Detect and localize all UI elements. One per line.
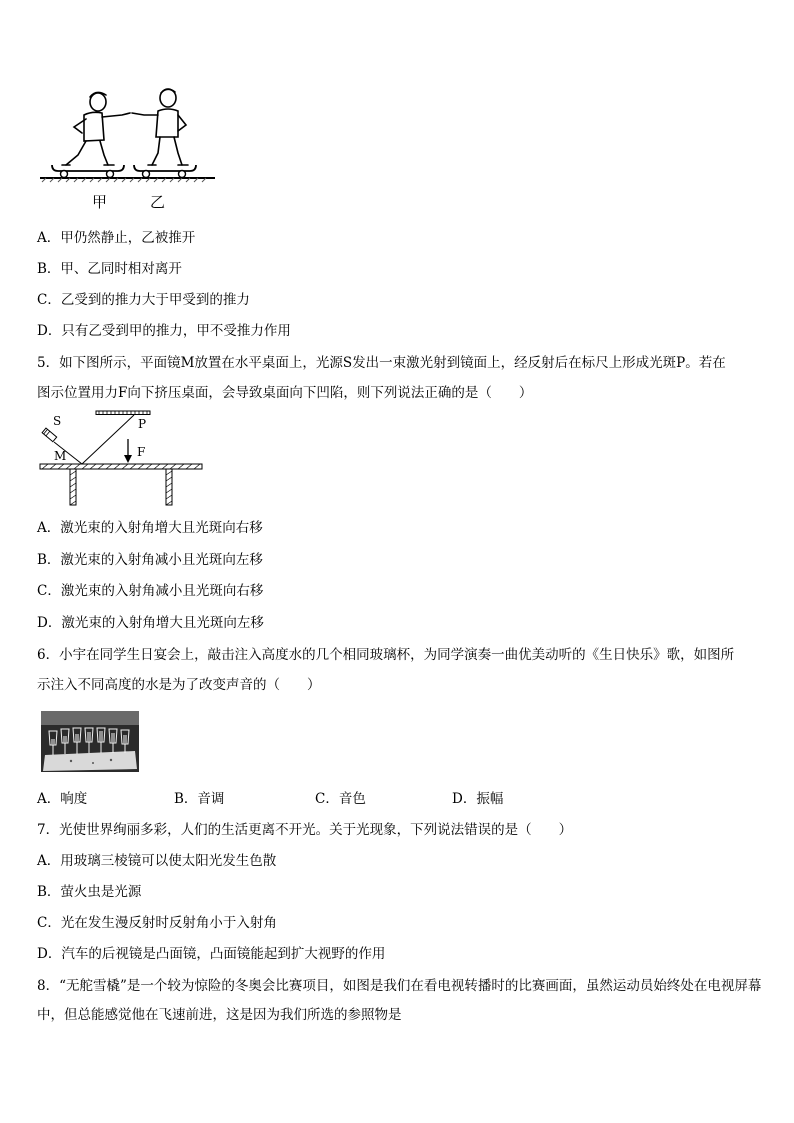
q6-stem-line1: 6．小宇在同学生日宴会上，敲击注入高度水的几个相同玻璃杯，为同学演奏一曲优美动听的《生日快乐》歌，如图所 xyxy=(37,647,735,663)
figure-label-jia: 甲 xyxy=(92,193,108,211)
figure-label-p: P xyxy=(138,417,147,431)
q6-stem-line2: 示注入不同高度的水是为了改变声音的（ ） xyxy=(37,677,321,693)
q5-stem-line2: 图示位置用力F向下挤压桌面，会导致桌面向下凹陷，则下列说法正确的是（ ） xyxy=(37,385,533,401)
figure-label-m: M xyxy=(54,449,67,463)
figure-label-f: F xyxy=(137,445,146,459)
q6-option-d: D．振幅 xyxy=(452,791,504,807)
q5-option-d: D．激光束的入射角增大且光斑向左移 xyxy=(37,615,264,631)
glass-cups-photo xyxy=(41,711,139,772)
q5-option-a: A．激光束的入射角增大且光斑向右移 xyxy=(37,520,263,536)
q4-option-b: B．甲、乙同时相对离开 xyxy=(37,261,182,277)
figure-label-yi: 乙 xyxy=(150,193,166,211)
q6-option-c: C．音色 xyxy=(315,791,366,807)
q4-option-c: C．乙受到的推力大于甲受到的推力 xyxy=(37,292,250,308)
skateboard-push-figure xyxy=(40,85,220,213)
q6-options-row xyxy=(37,789,737,809)
figure-label-s: S xyxy=(53,414,62,428)
q4-option-a: A．甲仍然静止，乙被推开 xyxy=(37,230,196,246)
q4-option-d: D．只有乙受到甲的推力，甲不受推力作用 xyxy=(37,323,291,339)
q8-stem: 8．“无舵雪橇”是一个较为惊险的冬奥会比赛项目，如图是我们在看电视转播时的比赛画面，虽然运动员始终处在电视屏幕中，但总能感觉他在飞速前进，这是因为我们所选的参照物是 xyxy=(37,978,762,1023)
q7-option-d: D．汽车的后视镜是凸面镜，凸面镜能起到扩大视野的作用 xyxy=(37,946,386,962)
q7-option-c: C．光在发生漫反射时反射角小于入射角 xyxy=(37,915,277,931)
q5-option-c: C．激光束的入射角减小且光斑向右移 xyxy=(37,583,264,599)
q5-option-b: B．激光束的入射角减小且光斑向左移 xyxy=(37,552,263,568)
q7-option-b: B．萤火虫是光源 xyxy=(37,884,142,900)
q6-option-a: A．响度 xyxy=(37,791,88,807)
q7-stem: 7．光使世界绚丽多彩，人们的生活更离不开光。关于光现象，下列说法错误的是（ ） xyxy=(37,822,573,838)
q7-option-a: A．用玻璃三棱镜可以使太阳光发生色散 xyxy=(37,853,277,869)
q6-option-b: B．音调 xyxy=(174,791,225,807)
q5-stem-line1: 5．如下图所示，平面镜M放置在水平桌面上，光源S发出一束激光射到镜面上，经反射后在标尺上形成光斑P。若在 xyxy=(37,355,726,371)
